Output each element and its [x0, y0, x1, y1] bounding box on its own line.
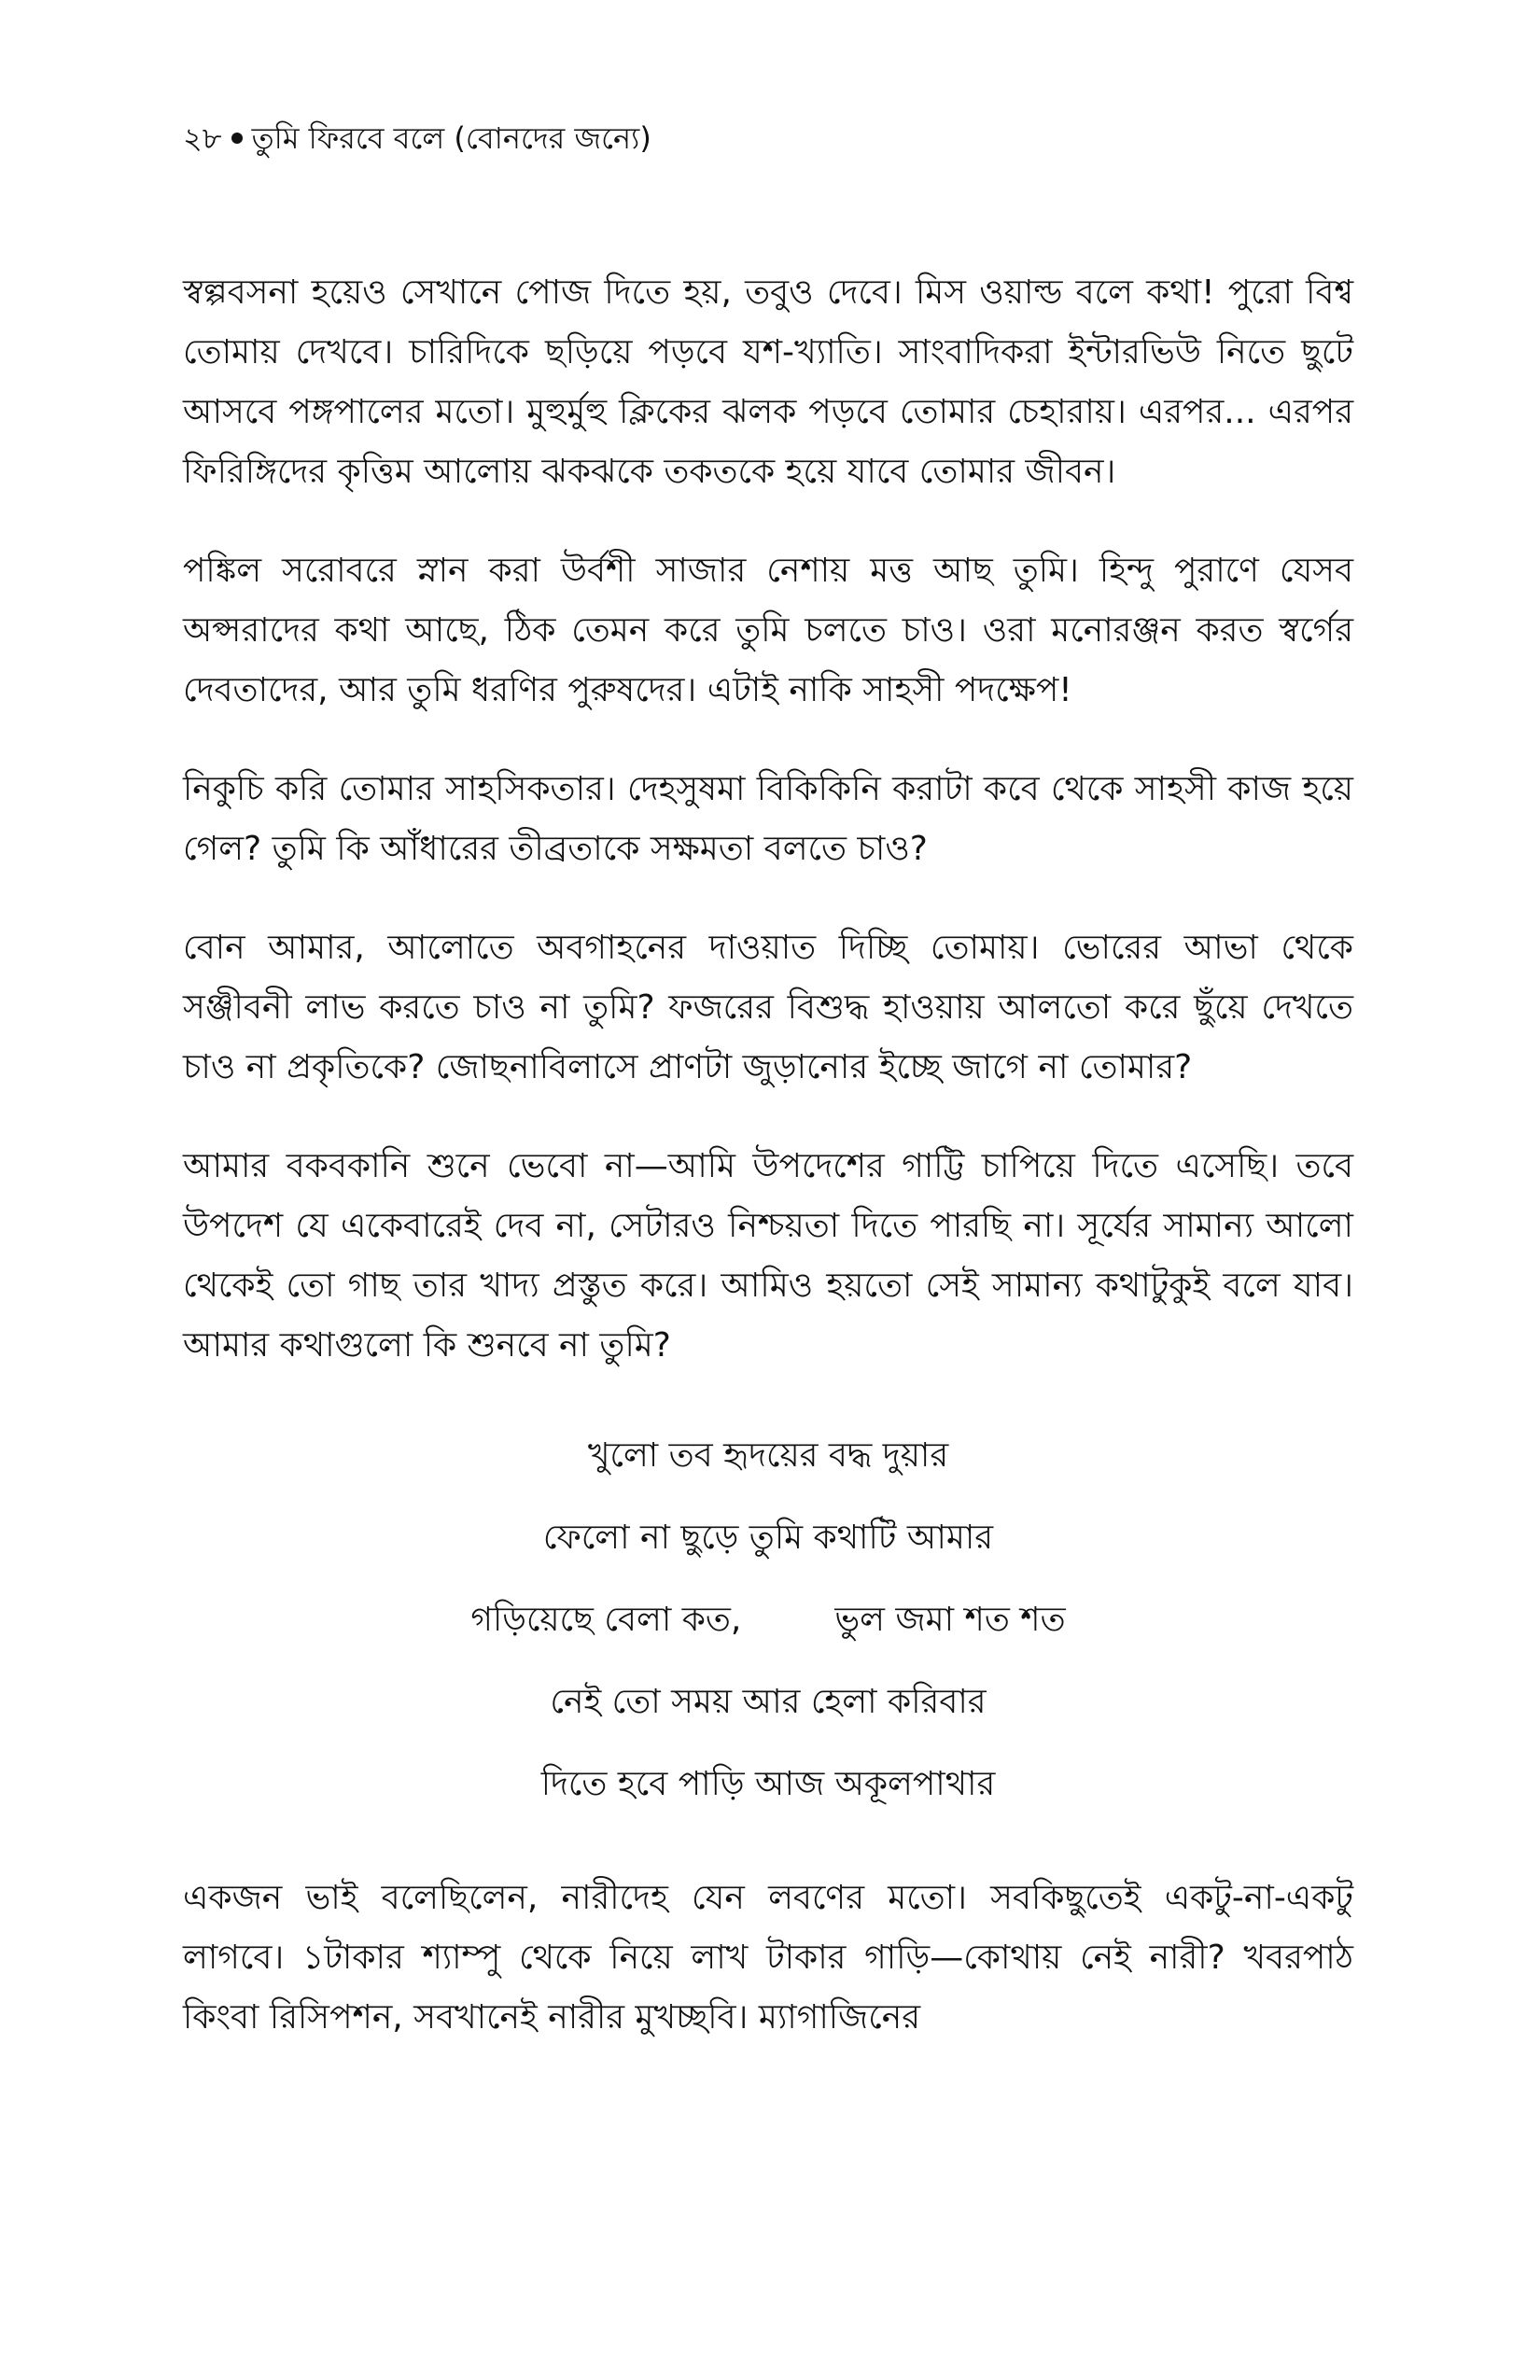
running-header — [183, 119, 651, 157]
verse-line-3-left: গড়িয়েছে বেলা কত, — [470, 1601, 742, 1639]
verse-line-3-right: ভুল জমা শত শত — [834, 1601, 1066, 1639]
verse-line-3 — [183, 1579, 1353, 1661]
verse-line-4: নেই তো সময় আর হেলা করিবার — [550, 1683, 987, 1721]
book-title: তুমি ফিরবে বলে (বোনদের জন্যে) — [251, 120, 651, 156]
poem-verse — [183, 1415, 1353, 1826]
body-text — [183, 263, 1353, 2087]
page-number: ২৮ — [183, 120, 222, 156]
closing-paragraph: একজন ভাই বলেছিলেন, নারীদেহ যেন লবণের মতো। সবকিছুতেই একটু-না-একটু লাগবে। ১টাকার শ্যাম্পু থেকে নিয়ে লাখ টাকার গাড়ি—কোথায় নেই নারী? খবরপাঠ কিংবা রিসিপশন, সবখানেই নারীর মুখচ্ছবি। ম্যাগাজিনের — [183, 1879, 1353, 2037]
paragraph-3: নিকুচি করি তোমার সাহসিকতার। দেহসুষমা বিকিকিনি করাটা কবে থেকে সাহসী কাজ হয়ে গেল? তুমি কি আঁধারের তীব্রতাকে সক্ষমতা বলতে চাও? — [183, 770, 1353, 868]
bullet-icon — [231, 133, 243, 144]
paragraph-2: পঙ্কিল সরোবরে স্নান করা উর্বশী সাজার নেশায় মত্ত আছ তুমি। হিন্দু পুরাণে যেসব অপ্সরাদের কথা আছে, ঠিক তেমন করে তুমি চলতে চাও। ওরা মনোরঞ্জন করত স্বর্গের দেবতাদের, আর তুমি ধরণির পুরুষদের। এটাই নাকি সাহসী পদক্ষেপ! — [183, 552, 1353, 709]
verse-line-2: ফেলো না ছুড়ে তুমি কথাটি আমার — [542, 1519, 994, 1557]
paragraph-4: বোন আমার, আলোতে অবগাহনের দাওয়াত দিচ্ছি তোমায়। ভোরের আভা থেকে সঞ্জীবনী লাভ করতে চাও না তুমি? ফজরের বিশুদ্ধ হাওয়ায় আলতো করে ছুঁয়ে দেখতে চাও না প্রকৃতিকে? জোছনাবিলাসে প্রাণটা জুড়ানোর ইচ্ছে জাগে না তোমার? — [183, 929, 1353, 1086]
verse-line-1: খুলো তব হৃদয়ের বদ্ধ দুয়ার — [587, 1436, 949, 1475]
paragraph-1: স্বল্পবসনা হয়েও সেখানে পোজ দিতে হয়, তবুও দেবে। মিস ওয়াল্ড বলে কথা! পুরো বিশ্ব তোমায় দেখবে। চারিদিকে ছড়িয়ে পড়বে যশ-খ্যাতি। সাংবাদিকরা ইন্টারভিউ নিতে ছুটে আসবে পঙ্গপালের মতো। মুহুর্মুহু ক্লিকের ঝলক পড়বে তোমার চেহারায়। এরপর... এরপর ফিরিঙ্গিদের কৃত্তিম আলোয় ঝকঝকে তকতকে হয়ে যাবে তোমার জীবন। — [183, 273, 1353, 491]
verse-line-5: দিতে হবে পাড়ি আজ অকূলপাথার — [540, 1765, 996, 1803]
paragraph-5: আমার বকবকানি শুনে ভেবো না—আমি উপদেশের গাট্টি চাপিয়ে দিতে এসেছি। তবে উপদেশ যে একেবারেই দেব না, সেটারও নিশ্চয়তা দিতে পারছি না। সূর্যের সামান্য আলো থেকেই তো গাছ তার খাদ্য প্রস্তুত করে। আমিও হয়তো সেই সামান্য কথাটুকুই বলে যাব। আমার কথাগুলো কি শুনবে না তুমি? — [183, 1147, 1353, 1365]
